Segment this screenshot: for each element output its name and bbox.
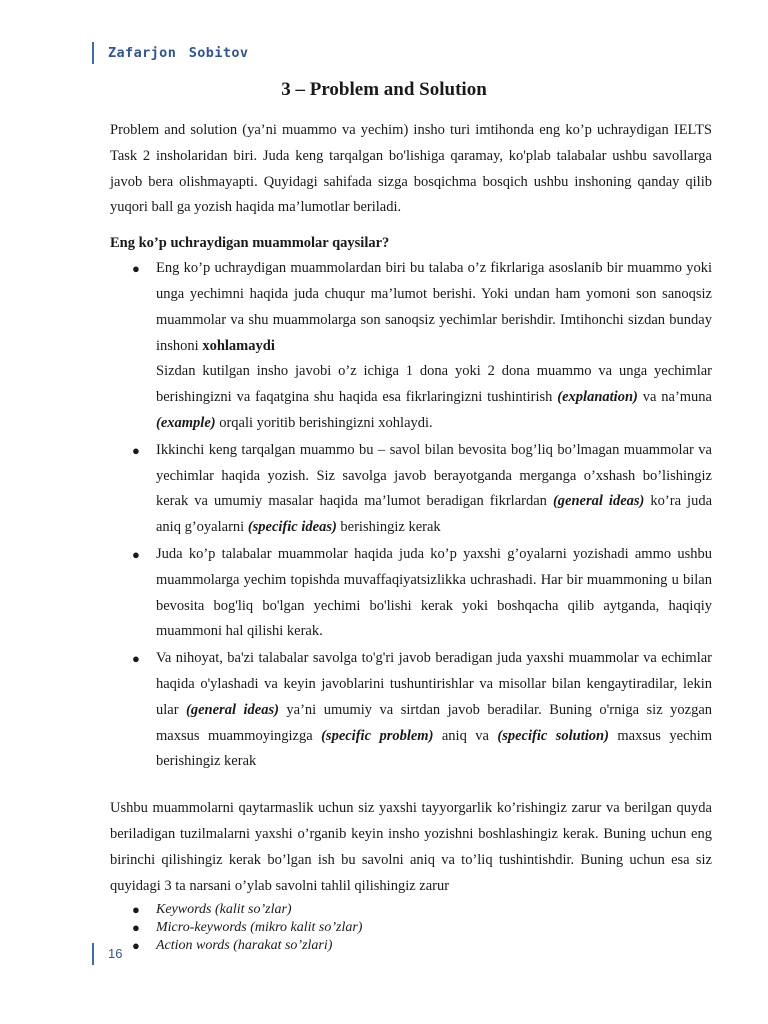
list-item <box>110 256 712 437</box>
closing-paragraph: Ushbu muammolarni qaytarmaslik uchun siz yaxshi tayyorgarlik ko’rishingiz zarur va berilgan quyda beriladigan tuzilmalarni yaxshi o’rganib keyin insho yozishni boshlashingiz kerak. Buning uchun eng birinchi qilishingiz kerak bo’lgan ish bu savolni aniq va to’liq tushintishdir. Buning uchun esa siz quyidagi 3 ta narsani o’ylab savolni tahlil qilishingiz zarur <box>110 800 712 894</box>
emphasis: (general ideas) <box>186 701 279 718</box>
bullet-icon: ● <box>132 902 140 918</box>
bullet-icon: ● <box>132 938 140 954</box>
text-run: berishingiz kerak <box>336 519 441 536</box>
bullet-icon: ● <box>132 442 140 458</box>
list-item <box>110 646 712 775</box>
emphasis: (specific problem) <box>321 727 434 744</box>
text-run: maxsus yechim berishingiz kerak <box>156 727 712 770</box>
emphasis: xohlamaydi <box>202 337 275 354</box>
text-run: va na’muna <box>637 389 712 406</box>
page-title: 3 – Problem and Solution <box>281 79 487 100</box>
text-run: Sizdan kutilgan insho javobi o’z ichiga 1 dona yoki 2 dona muammo va unga yechimlar berishingizni va faqatgina shu haqida esa fikrlaringizni tushintirish <box>156 363 712 406</box>
bullet-paragraph <box>156 359 712 436</box>
text-run: Va nihoyat, ba'zi talabalar savolga to'g'ri javob beradigan juda yaxshi muammolar va echimlar haqida o'ylashadi va keyin javoblarini tushuntirishlar va misollar bilan kengaytiradilar, lekin ular <box>156 650 712 718</box>
author-name: Zafarjon Sobitov <box>108 45 249 61</box>
keywords-list <box>110 901 712 955</box>
list-item-text: Action words (harakat so’zlari) <box>156 938 333 954</box>
list-item <box>110 901 712 919</box>
text-run: ya’ni umumiy va sirtdan javob beradilar. Buning o'rniga siz yozgan maxsus muammoyingizga <box>156 701 713 744</box>
text-run: orqali yoritib berishingizni xohlaydi. <box>215 414 433 431</box>
list-item-text: Keywords (kalit so’zlar) <box>156 902 292 918</box>
intro-paragraph: Problem and solution (ya’ni muammo va yechim) insho turi imtihonda eng ko’p uchraydigan IELTS Task 2 insholaridan biri. Juda keng tarqalgan bo'lishiga qaramay, ko'plab talabalar ushbu savollarga javob bera olishmayapti. Quyidagi sahifada sizga bosqichma bosqich ushbu inshoning qanday qilib yuqori ball ga yozish haqida ma’lumotlar beriladi. <box>110 122 712 216</box>
bullet-icon: ● <box>132 651 140 667</box>
text-run: Eng ko’p uchraydigan muammolardan biri bu talaba o’z fikrlariga asoslanib bir muammo yoki unga yechimni haqida juda chuqur ma’lumot berishi. Yoki undan ham yomoni son sanoqsiz muammolar va shu muammolarga son sanoqsiz yechimlar berishdir. Imtihonchi sizdan bunday inshoni <box>156 260 712 354</box>
emphasis: (specific ideas) <box>247 519 337 536</box>
list-item <box>110 542 712 645</box>
text-run: Juda ko’p talabalar muammolar haqida juda ko’p yaxshi g’oyalarni yozishadi ammo ushbu muammolarga yechim topishda muvaffaqiyatsizlikka uchrashadi. Har bir muammoning u bilan bevosita bog'liq bo'lgan yechimi bo'lishi kerak yoki boshqacha qilib aytganda, haqiqiy muammoni hal qilishi kerak. <box>156 545 712 640</box>
text-run: aniq va <box>433 727 498 744</box>
emphasis: (general ideas) <box>552 493 645 510</box>
bullet-icon: ● <box>132 546 140 562</box>
list-item <box>110 919 712 937</box>
emphasis: (example) <box>156 414 216 431</box>
problems-list <box>110 256 712 775</box>
list-item <box>110 937 712 955</box>
bullet-icon: ● <box>132 920 140 936</box>
text-run: ko’ra juda aniq g’oyalarni <box>156 493 713 536</box>
running-header <box>92 42 248 64</box>
bullet-icon: ● <box>132 261 140 277</box>
text-run: Ikkinchi keng tarqalgan muammo bu – savol bilan bevosita bog’liq bo’lmagan muammolar va yechimlar haqida yozish. Siz savolga javob berayotganda merganga o’xshash bo’lishingiz kerak va umumiy masalar haqida ma’lumot beradigan fikrlardan <box>156 441 712 510</box>
document-body <box>110 118 712 955</box>
emphasis: (explanation) <box>557 389 638 406</box>
bullet-paragraph <box>156 256 712 359</box>
page-footer <box>92 943 122 965</box>
page-number: 16 <box>108 946 123 961</box>
emphasis: (specific solution) <box>497 727 609 744</box>
list-item-text: Micro-keywords (mikro kalit so’zlar) <box>156 920 363 936</box>
section-heading: Eng ko’p uchraydigan muammolar qaysilar? <box>110 235 390 252</box>
list-item <box>110 438 712 541</box>
